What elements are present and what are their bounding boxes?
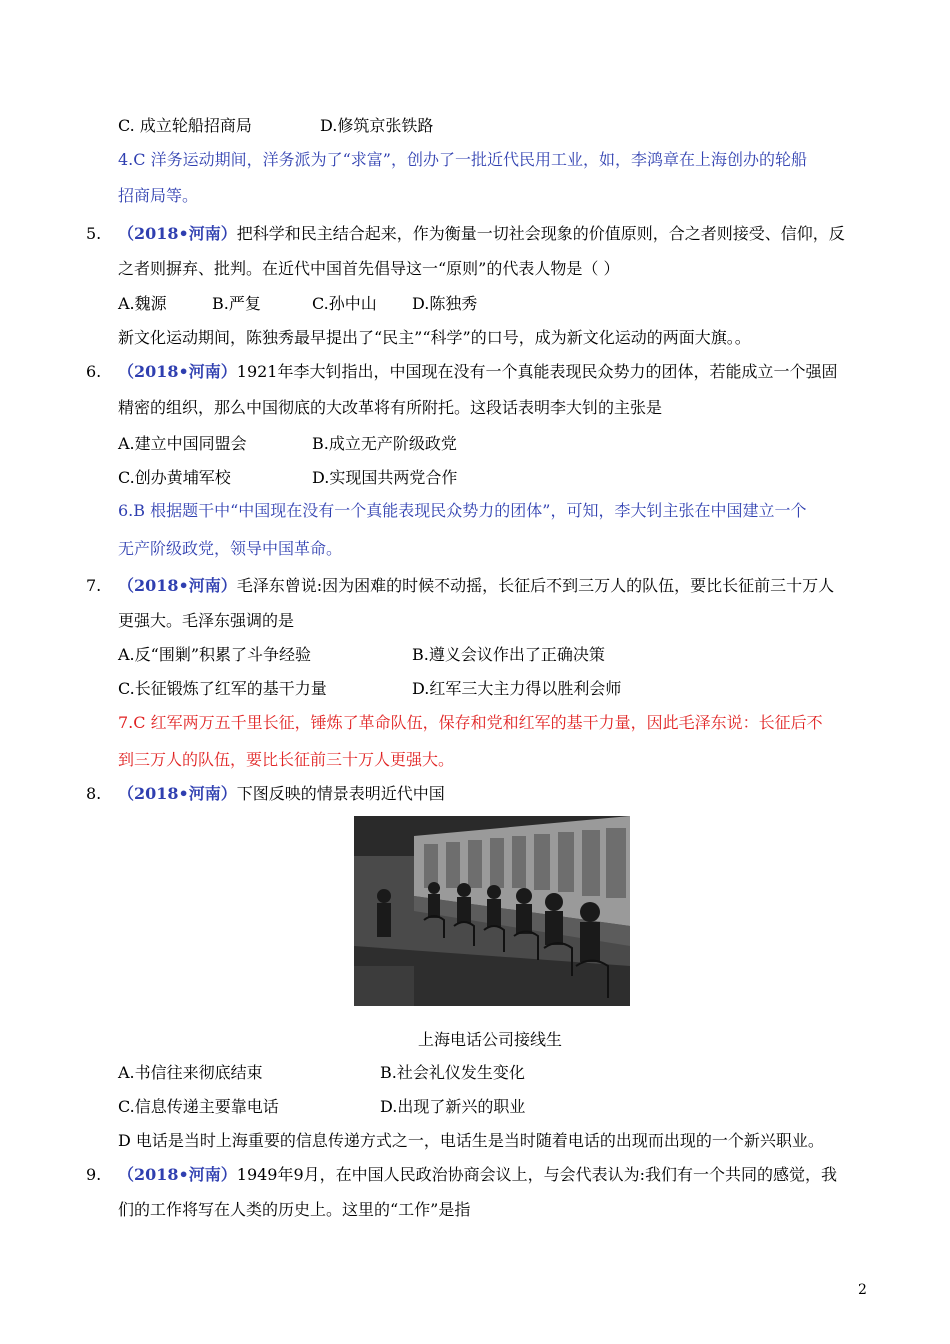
q9-number: 9. xyxy=(86,1165,102,1184)
q8-number: 8. xyxy=(86,784,102,803)
q7-option-b: B.遵义会议作出了正确决策 xyxy=(412,645,605,664)
q4-answer-line-1: 4.C 洋务运动期间，洋务派为了“求富”，创办了一批近代民用工业，如，李鸿章在上海创办的轮船 xyxy=(118,150,807,169)
q4-option-d: D.修筑京张铁路 xyxy=(320,116,434,135)
photo-illustration xyxy=(354,816,630,1006)
q8-answer: D 电话是当时上海重要的信息传递方式之一，电话生是当时随着电话的出现而出现的一个新兴职业。 xyxy=(118,1131,824,1150)
q8-stem-text-1: 下图反映的情景表明近代中国 xyxy=(236,784,445,803)
q6-option-b: B.成立无产阶级政党 xyxy=(312,434,457,453)
q5-option-d: D.陈独秀 xyxy=(412,294,478,313)
q6-source: （2018•河南） xyxy=(118,362,237,381)
q5-option-b: B.严复 xyxy=(212,294,261,313)
q8-option-b: B.社会礼仪发生变化 xyxy=(380,1063,525,1082)
q7-answer-line-1: 7.C 红军两万五千里长征，锤炼了革命队伍，保存和党和红军的基干力量，因此毛泽东说：长征后不 xyxy=(118,713,823,732)
q6-stem-line-2: 精密的组织，那么中国彻底的大改革将有所附托。这段话表明李大钊的主张是 xyxy=(118,398,663,417)
q6-answer-line-2: 无产阶级政党，领导中国革命。 xyxy=(118,539,343,558)
q9-stem-line-2: 们的工作将写在人类的历史上。这里的“工作”是指 xyxy=(118,1200,471,1219)
q7-source: （2018•河南） xyxy=(118,576,237,595)
q5-stem-line-1 xyxy=(118,224,845,244)
q9-source: （2018•河南） xyxy=(118,1165,237,1184)
q5-number: 5. xyxy=(86,224,102,243)
q8-source: （2018•河南） xyxy=(118,784,237,803)
q5-stem-line-2: 之者则摒弃、批判。在近代中国首先倡导这一“原则”的代表人物是（ ） xyxy=(118,259,620,278)
telephone-operators-photo xyxy=(354,816,630,1006)
q6-option-d: D.实现国共两党合作 xyxy=(312,468,458,487)
q7-stem-text-1: 毛泽东曾说:因为困难的时候不动摇，长征后不到三万人的队伍，要比长征前三十万人 xyxy=(236,576,835,595)
q8-option-a: A.书信往来彻底结束 xyxy=(118,1063,263,1082)
q8-option-d: D.出现了新兴的职业 xyxy=(380,1097,526,1116)
q9-stem-line-1 xyxy=(118,1165,837,1185)
q4-option-c: C. 成立轮船招商局 xyxy=(118,116,252,135)
q7-option-c: C.长征锻炼了红军的基干力量 xyxy=(118,679,327,698)
q6-number: 6. xyxy=(86,362,102,381)
q6-stem-line-1 xyxy=(118,362,838,382)
q7-stem-line-2: 更强大。毛泽东强调的是 xyxy=(118,611,295,630)
q6-stem-text-1: 1921年李大钊指出，中国现在没有一个真能表现民众势力的团体，若能成立一个强固 xyxy=(236,362,838,381)
q5-answer: 新文化运动期间，陈独秀最早提出了“民主”“科学”的口号，成为新文化运动的两面大旗。。 xyxy=(118,328,751,347)
q9-stem-text-1: 1949年9月，在中国人民政治协商会议上，与会代表认为:我们有一个共同的感觉，我 xyxy=(236,1165,838,1184)
q6-answer-line-1: 6.B 根据题干中“中国现在没有一个真能表现民众势力的团体”，可知，李大钊主张在中国建立一个 xyxy=(118,501,807,520)
q5-source: （2018•河南） xyxy=(118,224,237,243)
q7-stem-line-1 xyxy=(118,576,834,596)
q5-option-c: C.孙中山 xyxy=(312,294,377,313)
q4-answer-line-2: 招商局等。 xyxy=(118,186,199,205)
photo-caption: 上海电话公司接线生 xyxy=(418,1030,563,1049)
q6-option-a: A.建立中国同盟会 xyxy=(118,434,247,453)
q8-option-c: C.信息传递主要靠电话 xyxy=(118,1097,279,1116)
page-number: 2 xyxy=(858,1282,867,1298)
q6-option-c: C.创办黄埔军校 xyxy=(118,468,231,487)
q7-number: 7. xyxy=(86,576,102,595)
q8-stem-line-1 xyxy=(118,784,445,804)
q5-option-a: A.魏源 xyxy=(118,294,167,313)
q7-option-a: A.反“围剿”积累了斗争经验 xyxy=(118,645,312,664)
q7-option-d: D.红军三大主力得以胜利会师 xyxy=(412,679,622,698)
q5-stem-text-1: 把科学和民主结合起来，作为衡量一切社会现象的价值原则，合之者则接受、信仰，反 xyxy=(236,224,845,243)
q7-answer-line-2: 到三万人的队伍，要比长征前三十万人更强大。 xyxy=(118,750,455,769)
